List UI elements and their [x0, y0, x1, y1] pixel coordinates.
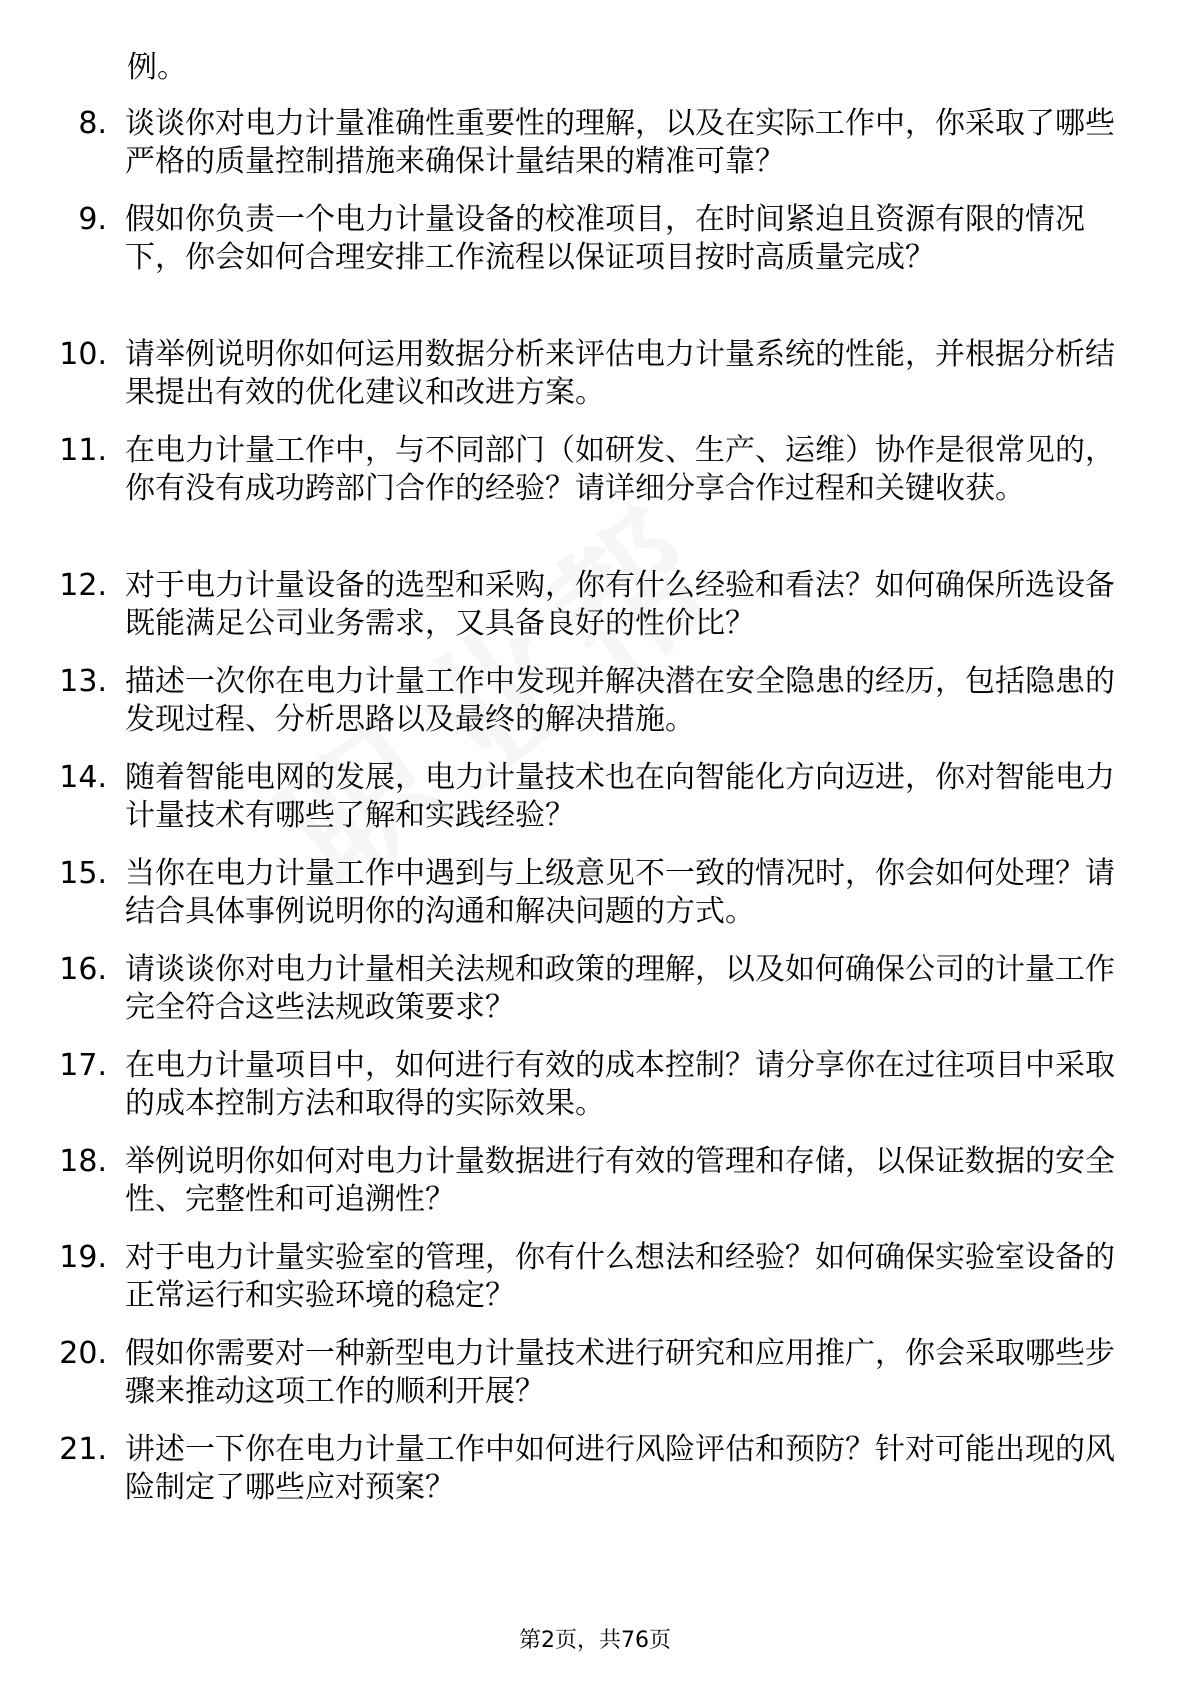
- question-number: 13.: [59, 664, 107, 699]
- question-text: 假如你负责一个电力计量设备的校准项目，在时间紧迫且资源有限的情况下，你会如何合理安排工作流程以保证项目按时高质量完成？: [125, 202, 1085, 275]
- question-number: 11.: [59, 433, 107, 468]
- question-text: 当你在电力计量工作中遇到与上级意见不一致的情况时，你会如何处理？请结合具体事例说明你的沟通和解决问题的方式。: [125, 856, 1115, 929]
- question-text: 描述一次你在电力计量工作中发现并解决潜在安全隐患的经历，包括隐患的发现过程、分析思路以及最终的解决措施。: [125, 664, 1115, 737]
- question-text: 请谈谈你对电力计量相关法规和政策的理解，以及如何确保公司的计量工作完全符合这些法规政策要求？: [125, 952, 1115, 1025]
- question-number: 21.: [59, 1432, 107, 1467]
- question-number: 14.: [59, 760, 107, 795]
- question-number: 16.: [59, 952, 107, 987]
- question-number: 8.: [78, 106, 107, 141]
- question-text: 请举例说明你如何运用数据分析来评估电力计量系统的性能，并根据分析结果提出有效的优化建议和改进方案。: [125, 337, 1115, 410]
- question-text: 举例说明你如何对电力计量数据进行有效的管理和存储，以保证数据的安全性、完整性和可追溯性？: [125, 1144, 1115, 1217]
- question-text: 随着智能电网的发展，电力计量技术也在向智能化方向迈进，你对智能电力计量技术有哪些了解和实践经验？: [125, 760, 1115, 833]
- question-number: 15.: [59, 856, 107, 891]
- question-number: 9.: [78, 202, 107, 237]
- question-text: 对于电力计量实验室的管理，你有什么想法和经验？如何确保实验室设备的正常运行和实验环境的稳定？: [125, 1240, 1115, 1313]
- question-text: 讲述一下你在电力计量工作中如何进行风险评估和预防？针对可能出现的风险制定了哪些应对预案？: [125, 1432, 1115, 1505]
- question-text: 谈谈你对电力计量准确性重要性的理解，以及在实际工作中，你采取了哪些严格的质量控制措施来确保计量结果的精准可靠？: [125, 106, 1115, 179]
- question-number: 18.: [59, 1144, 107, 1179]
- question-text: 假如你需要对一种新型电力计量技术进行研究和应用推广，你会采取哪些步骤来推动这项工作的顺利开展？: [125, 1336, 1115, 1409]
- question-number: 12.: [59, 568, 107, 603]
- continuation-text: 例。: [127, 50, 187, 85]
- question-number: 17.: [59, 1048, 107, 1083]
- question-number: 19.: [59, 1240, 107, 1275]
- question-number: 10.: [59, 337, 107, 372]
- question-text: 在电力计量项目中，如何进行有效的成本控制？请分享你在过往项目中采取的成本控制方法和取得的实际效果。: [125, 1048, 1115, 1121]
- question-number: 20.: [59, 1336, 107, 1371]
- page-footer: 第2页，共76页: [519, 1628, 671, 1653]
- question-text: 在电力计量工作中，与不同部门（如研发、生产、运维）协作是很常见的，你有没有成功跨部门合作的经验？请详细分享合作过程和关键收获。: [125, 433, 1115, 506]
- question-text: 对于电力计量设备的选型和采购，你有什么经验和看法？如何确保所选设备既能满足公司业务需求，又具备良好的性价比？: [125, 568, 1115, 641]
